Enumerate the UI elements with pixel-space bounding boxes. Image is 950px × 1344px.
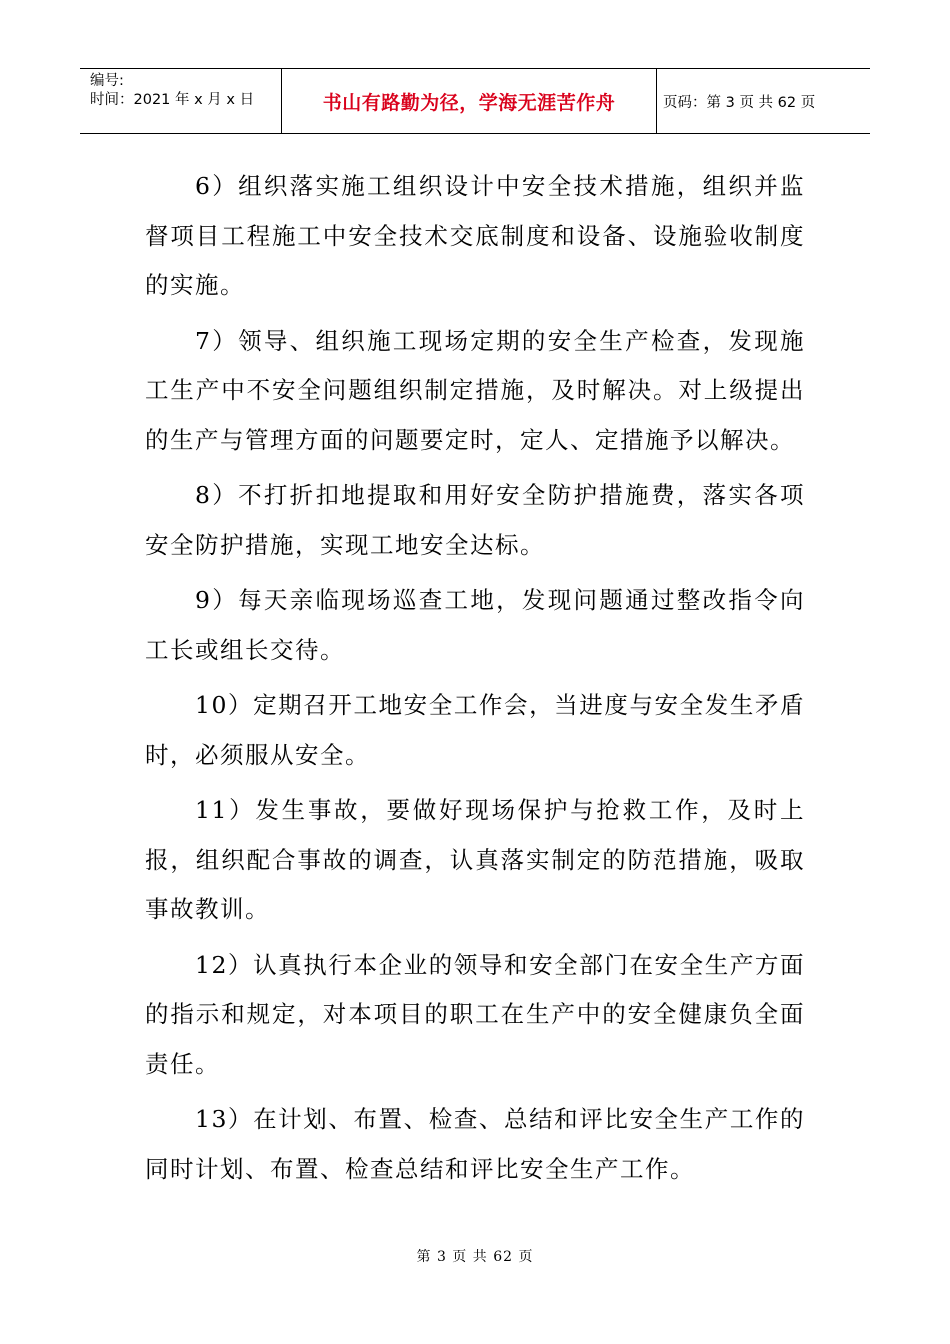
header-motto: 书山有路勤为径，学海无涯苦作舟 bbox=[282, 69, 657, 133]
header-page-info: 页码：第 3 页 共 62 页 bbox=[663, 94, 816, 111]
date-label: 时间：2021 年 x 月 x 日 bbox=[90, 92, 255, 108]
paragraph-6: 6）组织落实施工组织设计中安全技术措施，组织并监督项目工程施工中安全技术交底制度和设备、设施验收制度的实施。 bbox=[145, 172, 805, 299]
serial-label: 编号: bbox=[90, 73, 124, 89]
paragraph-7: 7）领导、组织施工现场定期的安全生产检查，发现施工生产中不安全问题组织制定措施，及时解决。对上级提出的生产与管理方面的问题要定时，定人、定措施予以解决。 bbox=[145, 326, 805, 454]
paragraph-9: 9）每天亲临现场巡查工地，发现问题通过整改指令向工长或组长交待。 bbox=[145, 586, 805, 664]
header-meta bbox=[80, 69, 282, 133]
paragraph-11: 11）发生事故，要做好现场保护与抢救工作，及时上报，组织配合事故的调查，认真落实制定的防范措施，吸取事故教训。 bbox=[145, 796, 805, 923]
page-header bbox=[80, 68, 870, 134]
paragraph-10: 10）定期召开工地安全工作会，当进度与安全发生矛盾时，必须服从安全。 bbox=[145, 691, 805, 769]
document-body bbox=[145, 162, 805, 1200]
paragraph-8: 8）不打折扣地提取和用好安全防护措施费，落实各项安全防护措施，实现工地安全达标。 bbox=[145, 481, 805, 559]
page-footer: 第 3 页 共 62 页 bbox=[416, 1249, 534, 1265]
paragraph-13: 13）在计划、布置、检查、总结和评比安全生产工作的同时计划、布置、检查总结和评比安全生产工作。 bbox=[145, 1105, 805, 1183]
paragraph-12: 12）认真执行本企业的领导和安全部门在安全生产方面的指示和规定，对本项目的职工在生产中的安全健康负全面责任。 bbox=[145, 950, 805, 1078]
